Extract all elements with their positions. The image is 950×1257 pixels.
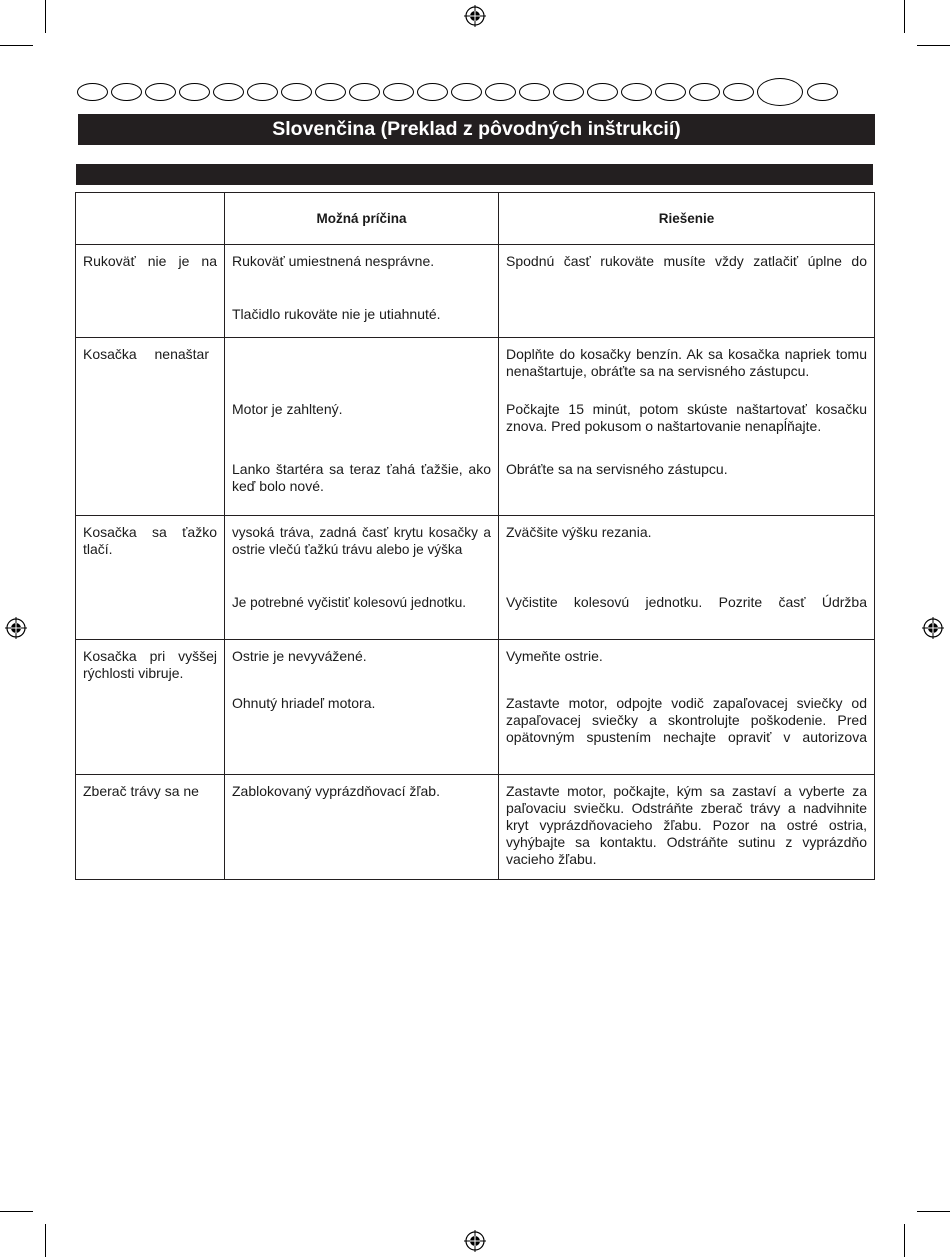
cause-text: Rukoväť umiestnená nesprávne.	[232, 253, 435, 269]
language-tab	[417, 83, 448, 101]
solution-text: Zastavte motor, počkajte, kým sa zastaví a vyberte za paľovaciu sviečku. Odstráňte zberač trávy a nadvihnite kryt vyprázdňovacieho žľabu. Pozor na ostré ostria, vyhýbajte sa kontaktu. Odstráňte sutinu z vyprázdňo vacieho žľabu.	[506, 783, 867, 867]
problem-cell: Zberač trávy sa ne	[76, 775, 225, 880]
language-tab	[281, 83, 312, 101]
language-tab	[77, 83, 108, 101]
troubleshooting-table	[75, 192, 875, 880]
language-tab	[655, 83, 686, 101]
language-tab	[451, 83, 482, 101]
cause-text: Je potrebné vyčistiť kolesovú jednotku.	[232, 595, 467, 610]
solution-cell	[499, 338, 875, 516]
section-heading-bar	[76, 164, 873, 185]
column-header-cause: Možná príčina	[225, 193, 499, 245]
language-tab	[723, 83, 754, 101]
language-tab	[247, 83, 278, 101]
language-tab	[349, 83, 380, 101]
problem-cell: Kosačka sa ťažko tlačí.	[76, 516, 225, 640]
solution-text: Zväčšite výšku rezania.	[506, 524, 652, 540]
crop-mark	[0, 45, 33, 46]
registration-mark-icon	[5, 617, 27, 639]
solution-text: Počkajte 15 minút, potom skúste naštartovať kosačku znova. Pred pokusom o naštartovanie nenapĺňajte.	[506, 401, 867, 434]
registration-mark-icon	[464, 5, 486, 27]
crop-mark	[917, 1211, 950, 1212]
language-tabs	[77, 82, 877, 104]
problem-cell	[76, 338, 225, 516]
language-tab	[111, 83, 142, 101]
cause-text: Lanko štartéra sa teraz ťahá ťažšie, ako keď bolo nové.	[232, 461, 491, 494]
language-tab	[587, 83, 618, 101]
language-tab	[145, 83, 176, 101]
crop-mark	[45, 1224, 46, 1257]
solution-cell	[499, 640, 875, 775]
registration-mark-icon	[922, 617, 944, 639]
cause-cell	[225, 338, 499, 516]
table-row	[76, 775, 875, 880]
table-row	[76, 338, 875, 516]
solution-text: Vyčistite kolesovú jednotku. Pozrite časť Údržba	[506, 594, 867, 610]
language-tab	[519, 83, 550, 101]
solution-cell	[499, 245, 875, 338]
solution-text: Doplňte do kosačky benzín. Ak sa kosačka napriek tomu nenaštartuje, obráťte sa na servisného zástupcu.	[506, 346, 867, 379]
cause-cell	[225, 516, 499, 640]
solution-text: Zastavte motor, odpojte vodič zapaľovacej sviečky od zapaľovacej sviečky a skontrolujte poškodenie. Pred opätovným spustením nechajte opraviť v autorizova	[506, 695, 867, 745]
cause-text: Motor je zahltený.	[232, 401, 343, 417]
language-tab	[621, 83, 652, 101]
cause-text: Ostrie je nevyvážené.	[232, 648, 367, 664]
language-tab	[553, 83, 584, 101]
crop-mark	[45, 0, 46, 33]
cause-text: Tlačidlo rukoväte nie je utiahnuté.	[232, 306, 441, 322]
problem-cell: Rukoväť nie je na	[76, 245, 225, 338]
registration-mark-icon	[464, 1230, 486, 1252]
solution-cell	[499, 516, 875, 640]
cause-cell: Zablokovaný vyprázdňovací žľab.	[225, 775, 499, 880]
language-title-bar	[78, 114, 875, 145]
solution-text: Spodnú časť rukoväte musíte vždy zatlačiť úplne do	[506, 253, 867, 269]
language-tab	[179, 83, 210, 101]
cause-text	[232, 346, 491, 363]
table-header-row	[76, 193, 875, 245]
language-tab	[485, 83, 516, 101]
problem-text: Kosačka nenaštar	[83, 346, 209, 362]
language-tab	[689, 83, 720, 101]
table-row	[76, 245, 875, 338]
cause-text: vysoká tráva, zadná časť krytu kosačky a ostrie vlečú ťažkú trávu alebo je výška	[232, 525, 491, 557]
problem-cell: Kosačka pri vyššej rýchlosti vibruje.	[76, 640, 225, 775]
table-row	[76, 516, 875, 640]
crop-mark	[904, 0, 905, 33]
solution-text: Vymeňte ostrie.	[506, 648, 603, 664]
language-tab-active	[757, 78, 803, 106]
solution-text: Obráťte sa na servisného zástupcu.	[506, 461, 728, 477]
cause-text: Ohnutý hriadeľ motora.	[232, 695, 376, 711]
language-tab	[383, 83, 414, 101]
table-row	[76, 640, 875, 775]
cause-cell	[225, 245, 499, 338]
language-tab	[213, 83, 244, 101]
cause-cell	[225, 640, 499, 775]
column-header-solution: Riešenie	[499, 193, 875, 245]
crop-mark	[917, 45, 950, 46]
crop-mark	[904, 1224, 905, 1257]
language-tab	[315, 83, 346, 101]
page-title: Slovenčina (Preklad z pôvodných inštrukcií)	[272, 118, 681, 140]
language-tab	[807, 83, 838, 101]
solution-cell	[499, 775, 875, 880]
crop-mark	[0, 1211, 33, 1212]
column-header-problem	[76, 193, 225, 245]
